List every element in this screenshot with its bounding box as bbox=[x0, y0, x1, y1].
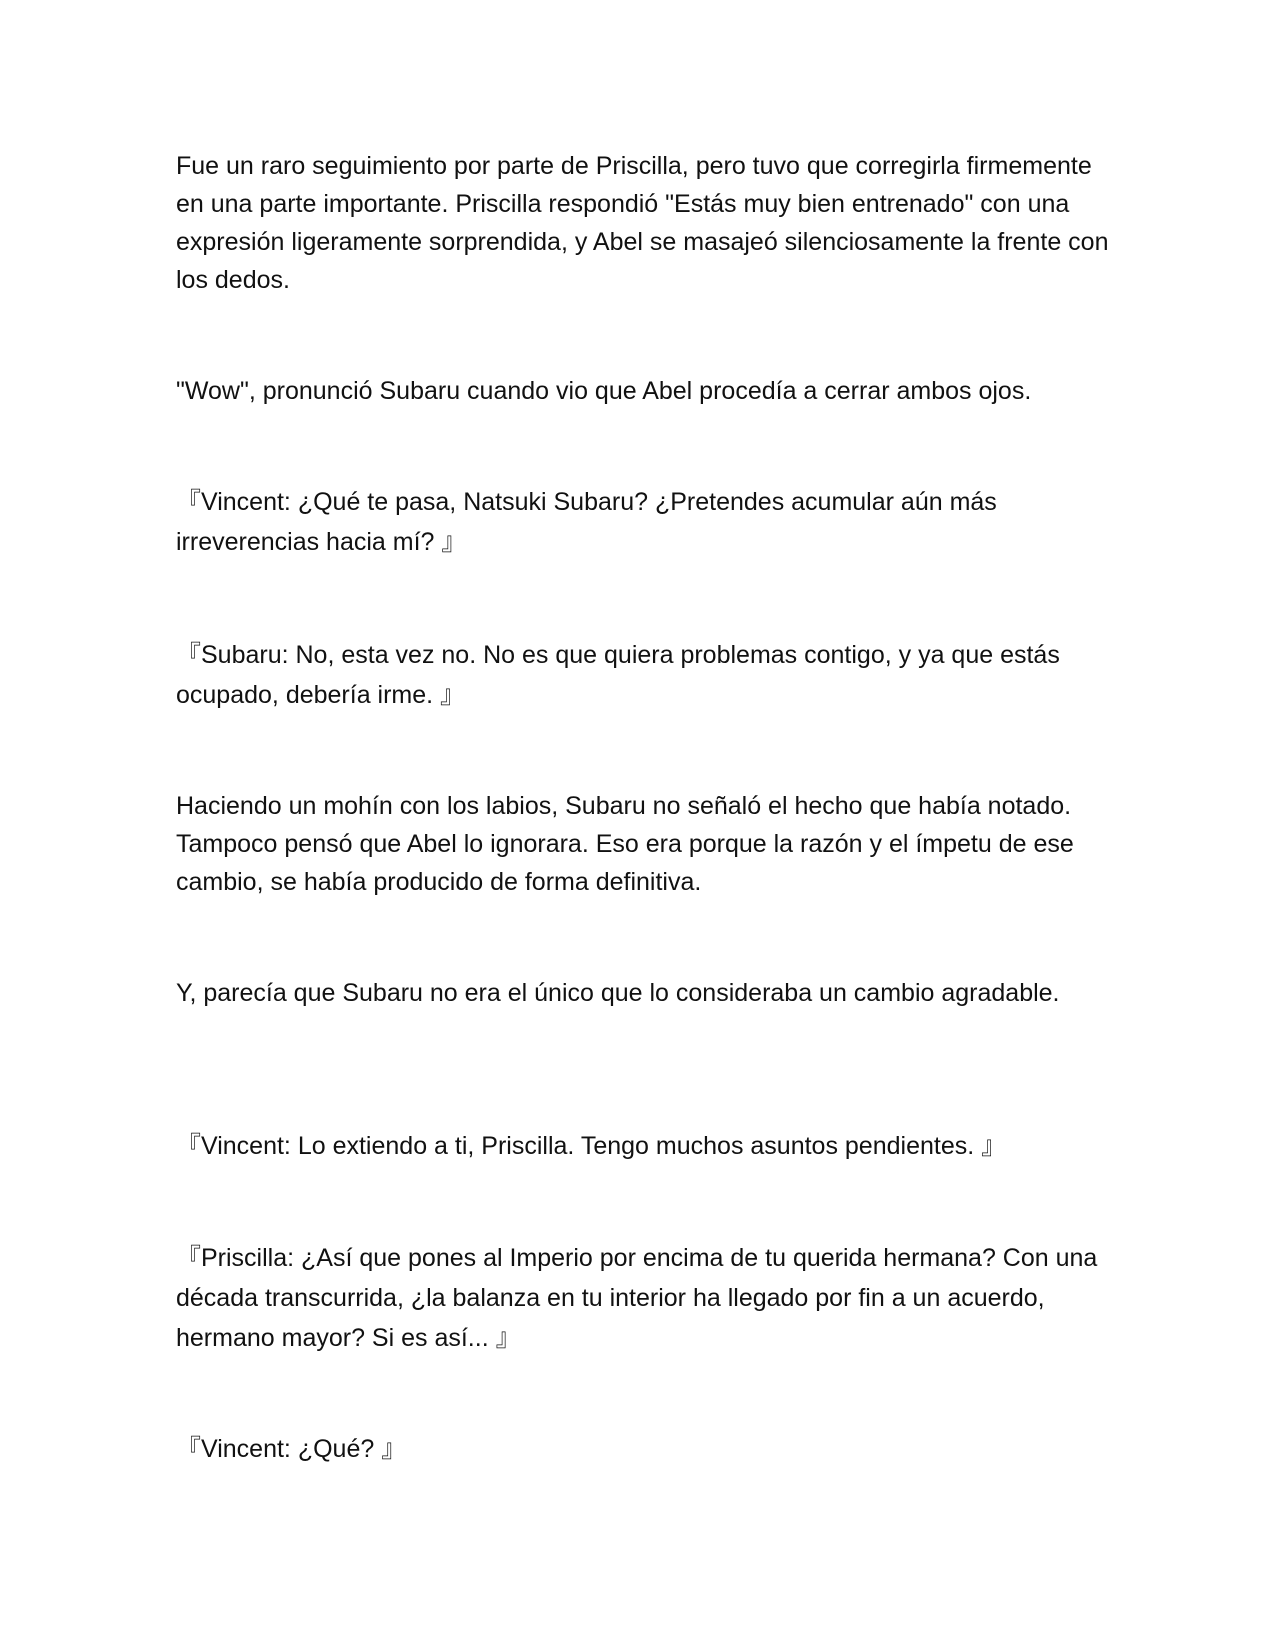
paragraph-narration-1: Fue un raro seguimiento por parte de Priscilla, pero tuvo que corregirla firmemente en una parte importante. Priscilla respondió "Estás muy bien entrenado" con una expresión ligeramente sorprendida, y Abel se masajeó silenciosamente la frente con los dedos. bbox=[176, 152, 1109, 294]
paragraph-narration-2: "Wow", pronunció Subaru cuando vio que Abel procedía a cerrar ambos ojos. bbox=[176, 377, 1032, 405]
dialogue-line-vincent-2: 『Vincent: Lo extiendo a ti, Priscilla. Tengo muchos asuntos pendientes. 』 bbox=[176, 1132, 1007, 1160]
paragraph-narration-3: Haciendo un mohín con los labios, Subaru no señaló el hecho que había notado. Tampoco pensó que Abel lo ignorara. Eso era porque la razón y el ímpetu de ese cambio, se había producido de forma definitiva. bbox=[176, 792, 1074, 896]
dialogue-line-subaru-1: 『Subaru: No, esta vez no. No es que quiera problemas contigo, y ya que estás ocupado, debería irme. 』 bbox=[176, 641, 1060, 709]
dialogue-line-vincent-1: 『Vincent: ¿Qué te pasa, Natsuki Subaru? ¿Pretendes acumular aún más irreverencias hacia mí? 』 bbox=[176, 488, 997, 556]
dialogue-line-vincent-3: 『Vincent: ¿Qué? 』 bbox=[176, 1435, 407, 1463]
dialogue-line-priscilla-1: 『Priscilla: ¿Así que pones al Imperio por encima de tu querida hermana? Con una década transcurrida, ¿la balanza en tu interior ha llegado por fin a un acuerdo, hermano mayor? Si es así... 』 bbox=[176, 1244, 1098, 1352]
paragraph-narration-4: Y, parecía que Subaru no era el único que lo consideraba un cambio agradable. bbox=[176, 979, 1060, 1007]
